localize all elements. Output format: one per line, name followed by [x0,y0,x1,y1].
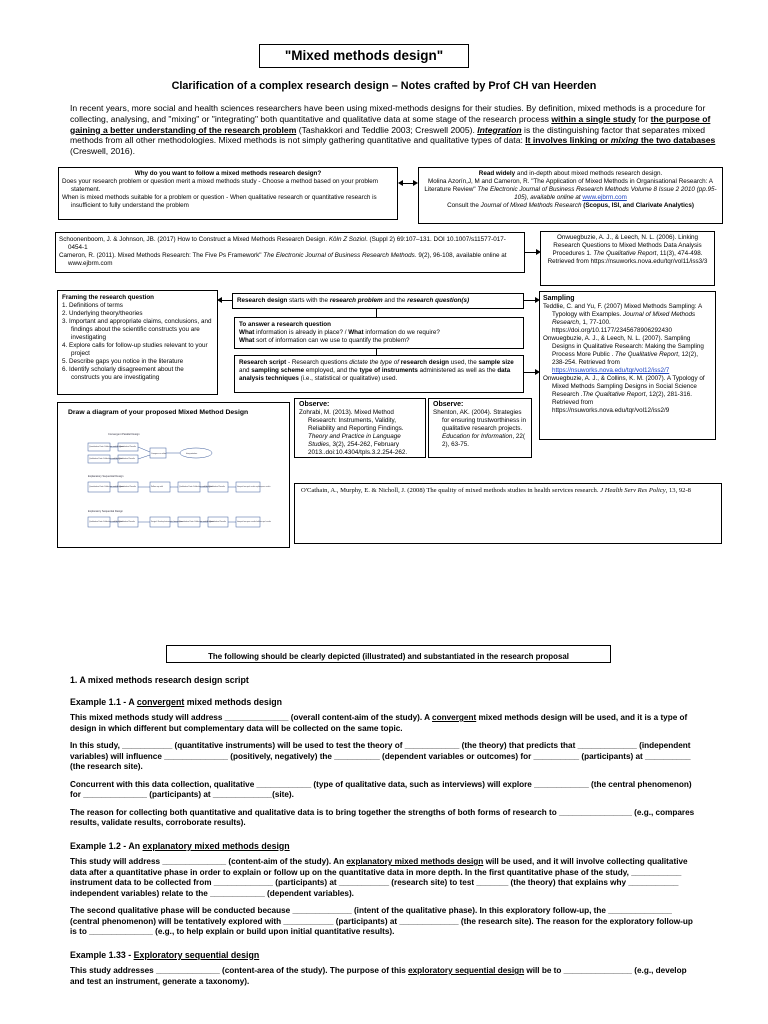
design-label: Exploratory Sequential Design [88,510,123,513]
onwu-box: Onwuegbuzie, A. J., & Leech, N. L. (2006). Linking Research Questions to Mixed Methods Data Analysis Procedures 1. The Qualitative Report, 11(3), 474-498. Retrieved from https://nsuworks.nova.edu/tqr/vol11/iss3/3 [540,231,715,286]
svg-text:Design & Develop Instruments,: Design & Develop Instruments, Interventions [151,522,183,523]
svg-text:Quantitative Results: Quantitative Results [119,486,136,488]
why-line-2: When is mixed methods suitable for a problem or question - When qualitative research or quantitative research is insufficient to fully understand the problem [62,194,377,209]
ocathain-box: O'Cathain, A., Murphy, E. & Nicholl, J. (2008) The quality of mixed methods studies in health services research. J Health Serv Res Policy, 13, 92-8 [294,483,722,544]
svg-text:Qualitative Data Collection an: Qualitative Data Collection and Analysis [89,458,123,460]
example-heading: Example 1.33 - Exploratory sequential design [70,949,260,960]
why-box [58,167,398,220]
framing-item: 6. Identify scholarly disagreement about the constructs you are investigating [62,366,184,381]
banner-text: The following should be clearly depicted (illustrated) and substantiated in the research proposal [208,652,569,661]
framing-box [57,290,218,395]
section-heading: 1. A mixed methods research design script [70,675,249,685]
nsuworks-link[interactable]: https://nsuworks.nova.edu/tqr/vol12/iss2/7 [552,367,670,374]
svg-text:Quantitative Data Collection a: Quantitative Data Collection and Analysis [89,486,124,488]
svg-text:Quantitative Results: Quantitative Results [119,446,136,448]
sampling-box: Sampling Teddlie, C. and Yu, F. (2007) Mixed Methods Sampling: A Typology with Examples. Journal of Mixed Methods Research, 1, 77-100. https://doi.org/10.1177/2345678906292430 Onwuegbuzie, A. J., & Leech, N. L. (2007). Sampling Designs in Qualitative Research: Making the Sampling Process More Public . The Qualitative Report, 12(2), 238-254. Retrieved from https://nsuworks.nova.edu/tqr/vol12/iss2/7 Onwuegbuzie, A. J., & Collins, K. M. (2007). A Typology of Mixed Methods Sampling Designs in Social Science Research .The Qualitative Report, 12(2), 281-316. Retrieved from https://nsuworks.nova.edu/tqr/vol12/iss2/9 [539,291,716,440]
why-title: Why do you want to follow a mixed methods research design? [134,170,322,177]
svg-text:Qualitative Data Collection an: Qualitative Data Collection and Analysis [89,521,123,523]
example-heading: Example 1.1 - A convergent mixed methods design [70,696,283,707]
draw-title: Draw a diagram of your proposed Mixed Method Design [68,409,249,416]
sampling-title: Sampling [543,295,575,302]
paragraph: This mixed methods study will address ______________ (overall content-aim of the study). A convergent mixed methods design will be used, and it is a type of design in which different but complementary data will be collected on the same topic. [70,713,688,733]
mixed-method-diagram [58,425,289,545]
svg-text:Quantitative Data Collection a: Quantitative Data Collection and Analysis [89,446,124,448]
svg-text:Interpret how quan. results bu: Interpret how quan. results build on qual. results [237,522,271,523]
answer-title: To answer a research question [239,321,331,328]
svg-text:Qualitative Results: Qualitative Results [119,521,135,523]
framing-item: 2. Underlying theory/theories [62,310,143,317]
draw-box [57,402,290,548]
refs-box: Schoonenboom, J. & Johnson, JB. (2017) How to Construct a Mixed Methods Research Design. Köln Z Soziol. (Suppl 2) 69:107–131. DOI 10.1007/s11577-017-0454-1 Cameron, R. (2011). Mixed Methods Research: The Five Ps Framework" The Electronic Journal of Business Research Methods. 9(2), 96-108, available online at www.ejbrm.com [55,232,525,273]
svg-text:Interpretation: Interpretation [186,453,198,455]
svg-text:Quantitative Results: Quantitative Results [209,521,226,523]
observe-title: Observe: [299,401,330,408]
design-label: Explanatory Sequential Design [88,475,124,478]
observe-box-1: Observe: Zohrabi, M. (2013). Mixed Method Research: Instruments, Validity, Reliability and Reporting Findings. Theory and Practice in Language Studies, 3(2), 254-262, February 2013..doi:10.4304/tpls.3.2.254-262. [294,398,426,458]
framing-title: Framing the research question [62,294,155,301]
connector [376,309,377,317]
svg-text:Qualitative Results: Qualitative Results [119,458,135,460]
svg-text:Interpret how qual. results ex: Interpret how qual. results explain quan. results [237,487,271,488]
doc-title: "Mixed methods design" [284,48,444,63]
paragraph: This study addresses ______________ (content-area of the study). The purpose of this exploratory sequential design will be to _______________ (e.g., develop and test an instrument, generate a taxonomy). [70,966,687,986]
example-heading: Example 1.2 - An explanatory mixed methods design [70,840,290,851]
paragraph: The reason for collecting both quantitative and qualitative data is to bring together the strengths of both forms of research to ________________ (e.g., compares results, validate results, corroborate results). [70,807,695,827]
paragraph: This study will address ______________ (content-aim of the study). An explanatory mixed methods design will be used, and it will involve collecting qualitative data after a quantitative phase in order to explain or follow up on the quantitative data in more depth. In the first quantitative phase of the study, ___________ instrument data to be collected from _____________ (participants) at ___________ (research site) to test _______ (the theory) that explains why ___________ independent variables) relate to the ____________ (dependent variables). [70,857,688,898]
framing-item: 1. Definitions of terms [62,302,123,309]
observe-box-2: Observe: Shenton, AK. (2004). Strategies for ensuring trustworthiness in qualitative research projects. Education for Information, 22( 2), 63-75. [428,398,532,458]
framing-item: 4. Explore calls for follow-up studies relevant to your project [62,342,208,357]
script-box: Research script - Research questions dictate the type of research design used, the sample size and sampling scheme employed, and the type of instruments administered as well as the data analysis techniques (i.e., statistical or qualitative) used. [234,355,524,393]
why-line-1: Does your research problem or question merit a mixed methods study - Choose a method based on your problem statement. [62,178,379,193]
framing-item: 3. Important and appropriate claims, conclusions, and findings about the scientific constructs you are investigating [62,318,212,341]
doc-title-box [259,44,469,68]
ejbrm-link[interactable]: www.ejbrm.com [582,194,627,201]
design-script-section [70,675,700,994]
svg-text:Compare or relate: Compare or relate [151,453,167,455]
framing-item: 5. Describe gaps you notice in the literature [62,358,184,365]
design-label: Convergent Parallel Design [108,433,140,436]
svg-text:Qualitative Results: Qualitative Results [209,486,225,488]
design-box: Research design starts with the research problem and the research question(s) [232,293,524,309]
paragraph: In this study, ___________ (quantitative instruments) will be used to test the theory of ____________ (the theory) that predicts that _____________ (independent variables) will influence ______________ (positively, negatively) the __________ (dependent variables or outcomes) for __________ (participants) at __________ (the research site). [70,741,691,771]
banner-box [166,645,611,663]
arrowhead-left-icon [217,297,222,303]
observe-title: Observe: [433,401,464,408]
paragraph: The second qualitative phase will be conducted because _____________ (intent of the qualitative phase). In this exploratory follow-up, the ______________ (central phenomenon) will be tentatively explored with ___________ (participants) at _____________ (the research site). The reason for the exploratory follow-up is to ______________ (e.g., to help explain or build upon initial quantitative results). [70,906,693,936]
doc-subtitle: Clarification of a complex research design – Notes crafted by Prof CH van Heerden [171,80,597,92]
paragraph: Concurrent with this data collection, qualitative ____________ (type of qualitative data, such as interviews) will explore ____________ (the central phenomenon) for ______________ (participants) at _____________(site). [70,779,692,799]
answer-box: To answer a research question What information is already in place? / What information do we require? What sort of information can we use to quantify the problem? [234,317,524,349]
svg-text:Qualitative Data Collection an: Qualitative Data Collection and Analysis [179,486,213,488]
arrowhead-left-icon [398,180,403,186]
read-box: Read widely and in-depth about mixed methods research design. Molina Azorín,J, M and Cameron, R. "The Application of Mixed Methods in Organisational Research: A Literature Review" The Electronic Journal of Business Research Methods Volume 8 Issue 2 2010 (pp.95-105), available online at www.ejbrm.com Consult the Journal of Mixed Methods Research (Scopus, ISI, and Clarivate Analytics) [418,167,723,224]
svg-text:Quantitative Data Collection a: Quantitative Data Collection and Analysis [179,521,214,523]
intro-paragraph: In recent years, more social and health sciences researchers have been using mixed-methods designs for their studies. By definition, mixed methods is a procedure for collecting, analysing, and "mixing" or "integrating" both quantitative and qualitative data at some stage of the research process within a single study for the purpose of gaining a better understanding of the research problem (Tashakkori and Teddlie 2003; Creswell 2005). Integration is the distinguishing factor that separates mixed methods from all other methodologies. Mixed methods is not simply gathering quantitative and qualitative types of data: It involves linking or mixing the two databases (Creswell, 2016). [70,103,716,157]
svg-text:Follow up with: Follow up with [151,486,163,488]
